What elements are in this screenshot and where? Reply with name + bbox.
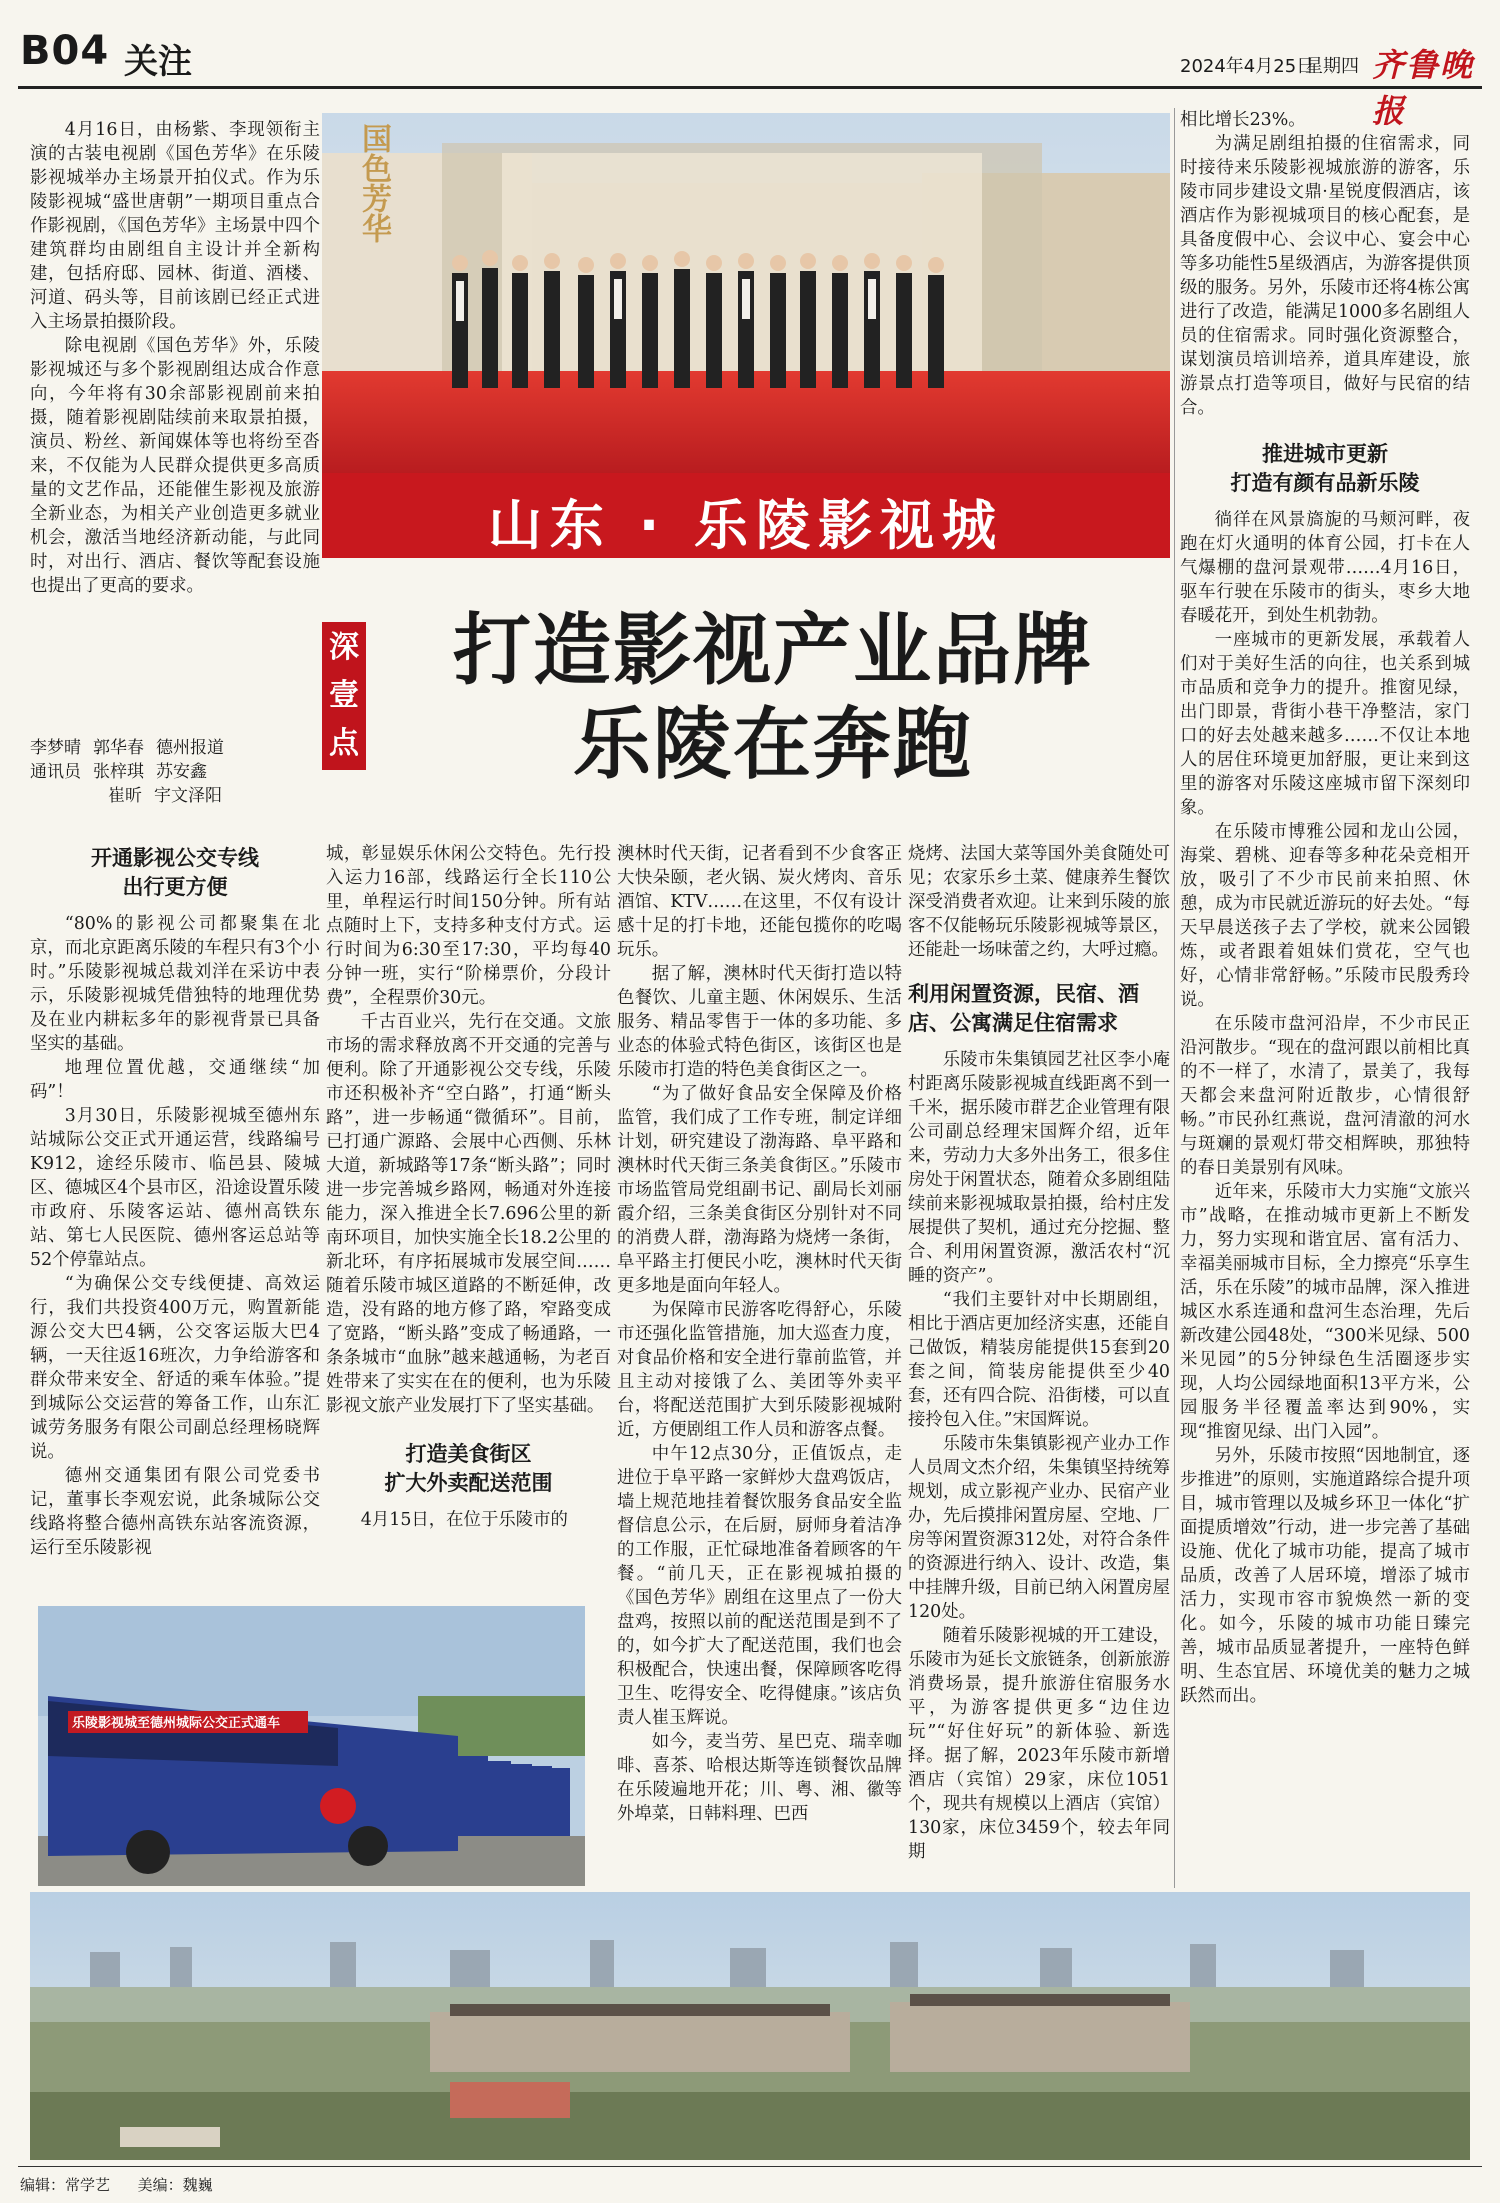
article-paragraph: 3月30日，乐陵影视城至德州东站城际公交正式开通运营，线路编号K912，途经乐陵市、临邑县、陵城区、德城区4个县市区，沿途设置乐陵市政府、乐陵客运站、德州高铁东站、第七人民医院、德州客运总站等52个停靠站点。 [30, 1106, 320, 1270]
article-paragraph: 近年来，乐陵市大力实施“文旅兴市”战略，在推动城市更新上不断发力，努力实现和谐宜居、富有活力、幸福美丽城市目标，全力擦亮“乐享生活，乐在乐陵”的城市品牌，深入推进城区水系连通和盘河生态治理，先后新改建公园48处，“300米见绿、500米见园”的5分钟绿色生活圈逐步实现，人均公园绿地面积13平方米，公园服务半径覆盖率达到90%，实现“推窗见绿、出门入园”。 [1180, 1182, 1470, 1442]
section-heading-line: 扩大外卖配送范围 [384, 1471, 553, 1495]
article-paragraph: “为了做好食品安全保障及价格监管，我们成了工作专班，制定详细计划，研究建设了渤海路、阜平路和澳林时代天街三条美食街区。”乐陵市市场监管局党组副书记、副局长刘丽霞介绍，三条美食街区分别针对不同的消费人群，渤海路为烧烤一条街，阜平路主打便民小吃，澳林时代天街更多地是面向年轻人。 [617, 1084, 902, 1296]
article-paragraph: 地理位置优越，交通继续“加码”！ [30, 1058, 320, 1102]
section-heading-line: 店、公寓满足住宿需求 [908, 1011, 1118, 1035]
article-paragraph: 德州交通集团有限公司党委书记，董事长李观宏说，此条城际公交线路将整合德州高铁东站客流资源，运行至乐陵影视 [30, 1466, 320, 1558]
section-heading [1180, 440, 1470, 498]
issue-weekday: 星期四 [1305, 56, 1359, 77]
column-tag-char: 深 [329, 630, 359, 665]
headline-line-1: 打造影视产业品牌 [452, 605, 1093, 696]
byline-name: 崔昕 [108, 786, 142, 806]
article-paragraph: 相比增长23%。 [1180, 110, 1306, 130]
bus-photo [38, 1606, 585, 1886]
byline-name: 张梓琪 [93, 762, 144, 782]
article-paragraph: 徜徉在风景旖旎的马颊河畔，夜跑在灯火通明的体育公园，打卡在人气爆棚的盘河景观带……4月16日，驱车行驶在乐陵市的街头，枣乡大地春暖花开，到处生机勃勃。 [1180, 510, 1470, 626]
byline-place: 德州报道 [156, 738, 224, 758]
article-paragraph: “我们主要针对中长期剧组，相比于酒店更加经济实惠，还能自己做饭，精装房能提供15套到20套之间，简装房能提供至少40套，还有四合院、沿街楼，可以直接拎包入住。”宋国辉说。 [908, 1290, 1170, 1430]
article-paragraph: 城，彰显娱乐休闲公交特色。先行投入运力16部，线路运行全长110公里，单程运行时间150分钟。所有站点随时上下，支持多种支付方式。运行时间为6:30至17:30，平均每40分钟一班，实行“阶梯票价，分段计费”，全程票价30元。 [326, 844, 611, 1008]
intro-column [30, 118, 320, 598]
article-paragraph: 为保障市民游客吃得舒心，乐陵市还强化监管措施，加大巡查力度，对食品价格和安全进行靠前监管，并且主动对接饿了么、美团等外卖平台，将配送范围扩大到乐陵影视城附近，方便剧组工作人员和游客点餐。 [617, 1300, 902, 1440]
bus-photo-graphic [38, 1606, 585, 1886]
section-heading-line: 推进城市更新 [1262, 442, 1388, 466]
section-heading-line: 打造美食街区 [405, 1442, 532, 1466]
column-tag-char: 点 [329, 726, 359, 761]
intro-paragraph: 除电视剧《国色芳华》外，乐陵影视城还与多个影视剧组达成合作意向，今年将有30余部影视剧前来拍摄，随着影视剧陆续前来取景拍摄，演员、粉丝、新闻媒体等也将纷至沓来，不仅能为人民群众提供更多高质量的文艺作品，还能催生影视及旅游全新业态，为相关产业创造更多就业机会，激活当地经济新动能，与此同时，对出行、酒店、餐饮等配套设施也提出了更高的要求。 [30, 336, 320, 596]
article-paragraph: 中午12点30分，正值饭点，走进位于阜平路一家鲜炒大盘鸡饭店，墙上规范地挂着餐饮服务食品安全监督信息公示，在后厨，厨师身着洁净的工作服，正忙碌地准备着顾客的午餐。“前几天，正在影视城拍摄的《国色芳华》剧组在这里点了一份大盘鸡，按照以前的配送范围是到不了的，如今扩大了配送范围，我们也会积极配合，快速出餐，保障顾客吃得卫生、吃得安全、吃得健康。”该店负责人崔玉辉说。 [617, 1444, 902, 1728]
stage-banner: 山东 · 乐陵影视城 [487, 494, 1005, 557]
city-panorama-graphic [30, 1892, 1470, 2160]
article-paragraph: 乐陵市朱集镇园艺社区李小庵村距离乐陵影视城直线距离不到一千米，据乐陵市群艺企业管理有限公司副总经理宋国辉介绍，近年来，劳动力大多外出务工，很多住房处于闲置状态，随着众多剧组陆续前来影视城取景拍摄，给村庄发展提供了契机，通过充分挖掘、整合、利用闲置资源，激活农村“沉睡的资产”。 [908, 1050, 1170, 1286]
section-heading-line: 打造有颜有品新乐陵 [1230, 471, 1420, 495]
article-paragraph: 如今，麦当劳、星巴克、瑞幸咖啡、喜茶、哈根达斯等连锁餐饮品牌在乐陵遍地开花；川、粤、湘、徽等外埠菜，日韩料理、巴西 [617, 1732, 902, 1824]
article-paragraph: 据了解，澳林时代天街打造以特色餐饮、儿童主题、休闲娱乐、生活服务、精品零售于一体的多功能、多业态的体验式特色街区，该街区也是乐陵市打造的特色美食街区之一。 [617, 964, 902, 1080]
intro-paragraph: 4月16日，由杨紫、李现领衔主演的古装电视剧《国色芳华》在乐陵影视城举办主场景开拍仪式。作为乐陵影视城“盛世唐朝”一期项目重点合作影视剧，《国色芳华》主场景中四个建筑群均由剧组自主设计并全新构建，包括府邸、园林、街道、酒楼、河道、码头等，目前该剧已经正式进入主场景拍摄阶段。 [30, 120, 320, 332]
bus-banner-text: 乐陵影视城至德州城际公交正式通车 [72, 1716, 281, 1731]
byline-name: 宇文泽阳 [154, 786, 222, 806]
designer-credit: 美编：魏巍 [137, 2176, 213, 2194]
section-heading [30, 844, 320, 902]
footer-rule [18, 2166, 1482, 2167]
article-paragraph: 一座城市的更新发展，承载着人们对于美好生活的向往，也关系到城市品质和竞争力的提升。推窗见绿，出门即景，背街小巷干净整洁，家门口的好去处越来越多……不仅让本地人的居住环境更加舒服，更让来到这里的游客对乐陵这座城市留下深刻印象。 [1180, 630, 1470, 818]
byline-name: 李梦晴 [30, 738, 81, 758]
newspaper-masthead: 齐鲁晚报 [1372, 46, 1475, 130]
editor-credit: 编辑：常学艺 [20, 2176, 111, 2194]
byline-name: 苏安鑫 [156, 762, 207, 782]
article-paragraph: 千古百业兴，先行在交通。文旅市场的需求释放离不开交通的完善与便利。除了开通影视公交专线，乐陵市还积极补齐“空白路”，打通“断头路”，进一步畅通“微循环”。目前，已打通广源路、会展中心西侧、乐林大道，新城路等17条“断头路”；同时进一步完善城乡路网，畅通对外连接能力，深入推进全长7.696公里的新南环项目，加快实施全长18.2公里的新北环，有序拓展城市发展空间……随着乐陵市城区道路的不断延伸，改造，没有路的地方修了路，窄路变成了宽路，“断头路”变成了畅通路，一条条城市“血脉”越来越通畅，为老百姓带来了实实在在的便利，也为乐陵影视文旅产业发展打下了坚实基础。 [326, 1012, 611, 1416]
byline-name: 郭华春 [93, 738, 144, 758]
article-paragraph: 随着乐陵影视城的开工建设，乐陵市为延长文旅链条，创新旅游消费场景，提升旅游住宿服务水平，为游客提供更多“边住边玩”“好住好玩”的新体验、新选择。据了解，2023年乐陵市新增酒店（宾馆）29家，床位1051个，现共有规模以上酒店（宾馆）130家，床位3459个，较去年同期 [908, 1626, 1170, 1862]
article-paragraph: 4月15日，在位于乐陵市的 [360, 1510, 568, 1530]
column-tag-char: 壹 [329, 678, 359, 713]
article-column-5 [1180, 108, 1470, 1708]
article-paragraph: “为确保公交专线便捷、高效运行，我们共投资400万元，购置新能源公交大巴4辆，公交客运版大巴4辆，一天往返16班次，力争给游客和群众带来安全、舒适的乘车体验。”提到城际公交运营的筹备工作，山东汇诚劳务服务有限公司副总经理杨晓辉说。 [30, 1274, 320, 1462]
page-number: B04 [20, 28, 110, 74]
section-heading [908, 980, 1170, 1038]
city-panorama-photo [30, 1892, 1470, 2160]
article-paragraph: 为满足剧组拍摄的住宿需求，同时接待来乐陵影视城旅游的游客，乐陵市同步建设文鼎·星锐度假酒店，该酒店作为影视城项目的核心配套，是具备度假中心、会议中心、宴会中心等多功能性5星级酒店，为游客提供顶级的服务。另外，乐陵市还将4栋公寓进行了改造，能满足1000多名剧组人员的住宿需求。同时强化资源整合，谋划演员培训培养，道具库建设，旅游景点打造等项目，做好与民宿的结合。 [1180, 134, 1470, 418]
ceremony-photo [322, 113, 1170, 558]
article-paragraph: 烧烤、法国大菜等国外美食随处可见；农家乐乡土菜、健康养生餐饮深受消费者欢迎。让来到乐陵的旅客不仅能畅玩乐陵影视城等景区，还能赴一场味蕾之约，大呼过瘾。 [908, 844, 1170, 960]
article-column-4 [908, 842, 1170, 1864]
headline-line-2: 乐陵在奔跑 [572, 699, 973, 790]
footer-credits [20, 2174, 213, 2195]
article-paragraph: 在乐陵市盘河沿岸，不少市民正沿河散步。“现在的盘河跟以前相比真的不一样了，水清了，景美了，我每天都会来盘河附近散步，心情很舒畅。”市民孙红燕说，盘河清澈的河水与斑斓的景观灯带交相辉映，那独特的春日美景别有风味。 [1180, 1014, 1470, 1178]
article-column-1 [30, 840, 320, 1560]
article-paragraph: 另外，乐陵市按照“因地制宜，逐步推进”的原则，实施道路综合提升项目，城市管理以及城乡环卫一体化“扩面提质增效”行动，进一步完善了基础设施、优化了城市功能，提高了城市品质，改善了人居环境，增添了城市活力，实现市容市貌焕然一新的变化。如今，乐陵的城市功能日臻完善，城市品质显著提升，一座特色鲜明、生态宜居、环境优美的魅力之城跃然而出。 [1180, 1446, 1470, 1706]
byline-role: 通讯员 [30, 762, 81, 782]
headline [376, 604, 1170, 792]
article-paragraph: “80%的影视公司都聚集在北京，而北京距离乐陵的车程只有3个小时。”乐陵影视城总裁刘洋在采访中表示，乐陵影视城凭借独特的地理优势及在业内耕耘多年的影视背景已具备坚实的基础。 [30, 914, 320, 1054]
issue-date: 2024年4月25日 [1180, 56, 1315, 77]
article-paragraph: 在乐陵市博雅公园和龙山公园，海棠、碧桃、迎春等多种花朵竞相开放，吸引了不少市民前来拍照、休憩，成为市民就近游玩的好去处。“每天早晨送孩子去了学校，就来公园锻炼，或者跟着姐妹们赏花，空气也好，心情非常舒畅。”乐陵市民殷秀玲说。 [1180, 822, 1470, 1010]
header-rule [18, 86, 1482, 89]
article-paragraph: 澳林时代天街，记者看到不少食客正大快朵颐，老火锅、炭火烤肉、音乐酒馆、KTV……在这里，不仅有设计感十足的打卡地，还能包揽你的吃喝玩乐。 [617, 844, 902, 960]
stage-title: 国色芳华 [356, 123, 391, 243]
article-column-3 [617, 842, 902, 1826]
section-heading-line: 出行更方便 [122, 875, 228, 899]
section-heading [326, 1440, 611, 1498]
column-tag [322, 622, 366, 770]
section-heading-line: 利用闲置资源，民宿、酒 [908, 982, 1139, 1006]
byline [30, 736, 320, 808]
section-name: 关注 [124, 42, 192, 82]
section-heading-line: 开通影视公交专线 [91, 846, 259, 870]
article-paragraph: 乐陵市朱集镇影视产业办工作人员周文杰介绍，朱集镇坚持统筹规划，成立影视产业办、民宿产业办，先后摸排闲置房屋、空地、厂房等闲置资源312处，对符合条件的资源进行纳入、设计、改造，集中挂牌升级，目前已纳入闲置房屋120处。 [908, 1434, 1170, 1622]
column-divider [1174, 108, 1175, 1888]
article-column-2 [326, 842, 611, 1532]
